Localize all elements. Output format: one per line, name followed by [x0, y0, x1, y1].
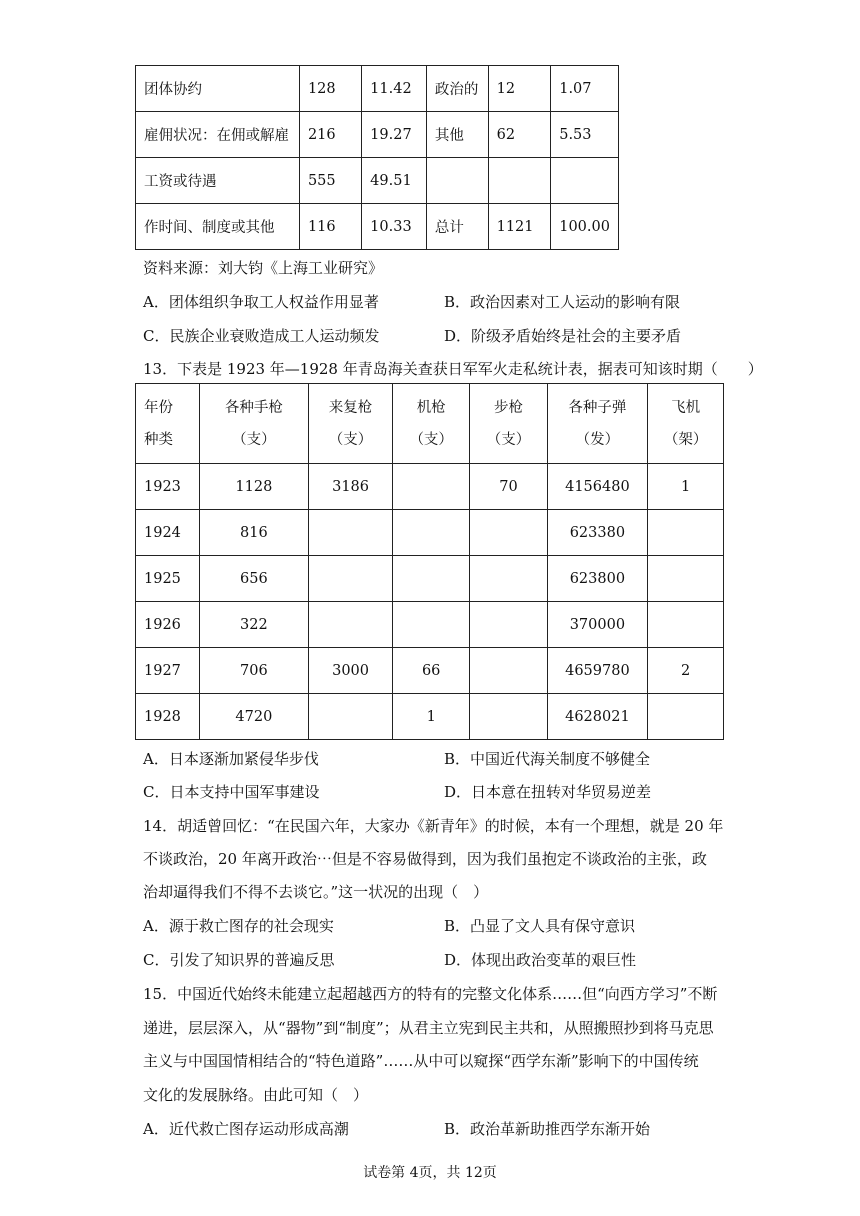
header-line: 机枪（支）: [409, 399, 453, 448]
table-cell: 116: [299, 204, 361, 250]
table-cell: 11.42: [362, 66, 427, 112]
table-cell: [309, 556, 393, 602]
q13-option-c[interactable]: C．日本支持中国军事建设: [143, 783, 320, 801]
table-cell: 70: [470, 464, 547, 510]
table-row: [136, 648, 724, 694]
q14-option-b[interactable]: B．凸显了文人具有保守意识: [444, 917, 636, 935]
table-row: [136, 66, 619, 112]
table-cell: [309, 510, 393, 556]
header-cell: [648, 384, 724, 464]
header-line: （支）: [328, 431, 373, 448]
q14-line: 治却逼得我们不得不去谈它。”这一状况的出现（ ）: [143, 883, 489, 901]
q14-line: 不谈政治，20 年离开政治⋯但是不容易做得到，因为我们虽抱定不谈政治的主张，政: [143, 850, 707, 868]
header-line: 各种手枪: [224, 399, 283, 416]
q15-option-b[interactable]: B．政治革新助推西学东渐开始: [444, 1120, 651, 1138]
q14-option-d[interactable]: D．体现出政治变革的艰巨性: [444, 951, 637, 969]
table-cell: 816: [199, 510, 308, 556]
q14-option-a[interactable]: A．源于救亡图存的社会现实: [143, 917, 334, 935]
table-cell: 656: [199, 556, 308, 602]
table-row: [136, 694, 724, 740]
table-cell: [648, 602, 724, 648]
header-line: 来复枪: [328, 399, 373, 416]
table-cell: 1128: [199, 464, 308, 510]
table-cell: [488, 158, 551, 204]
q13-stem: 13．下表是 1923 年—1928 年青岛海关查获日军军火走私统计表，据表可知该时期（ ）: [143, 360, 763, 378]
table-cell: [393, 556, 470, 602]
q12-option-b[interactable]: B．政治因素对工人运动的影响有限: [444, 293, 681, 311]
table-cell: 623800: [547, 556, 648, 602]
table-cell: 216: [299, 112, 361, 158]
header-line: 年份: [144, 399, 173, 416]
header-line: 步枪（支）: [486, 399, 531, 448]
table-cell: 其他: [426, 112, 488, 158]
table-cell: 10.33: [362, 204, 427, 250]
table-row: [136, 510, 724, 556]
table-cell: 66: [393, 648, 470, 694]
table-cell: 62: [488, 112, 551, 158]
table-cell: 1: [648, 464, 724, 510]
table-cell: [309, 602, 393, 648]
header-line: 种类: [144, 431, 173, 448]
smuggling-table: [135, 383, 724, 740]
table-cell: 128: [299, 66, 361, 112]
table-cell: 1925: [136, 556, 200, 602]
table-cell: 5.53: [551, 112, 619, 158]
table-cell: 623380: [547, 510, 648, 556]
table-cell: [648, 556, 724, 602]
q12-option-a[interactable]: A．团体组织争取工人权益作用显著: [143, 293, 379, 311]
table-row: [136, 464, 724, 510]
header-cell: [136, 384, 200, 464]
header-cell: [309, 384, 393, 464]
q15-line: 主义与中国国情相结合的“特色道路”……从中可以窥探“西学东渐”影响下的中国传统: [143, 1052, 699, 1070]
table-cell: 3186: [309, 464, 393, 510]
q15-option-a[interactable]: A．近代救亡图存运动形成高潮: [143, 1120, 349, 1138]
table-cell: [551, 158, 619, 204]
header-line: 各种子弹: [568, 399, 627, 416]
header-line: （发）: [575, 431, 620, 448]
table-row: [136, 158, 619, 204]
q12-option-d[interactable]: D．阶级矛盾始终是社会的主要矛盾: [444, 327, 682, 345]
source-note: 资料来源：刘大钧《上海工业研究》: [143, 259, 384, 277]
table-row: [136, 602, 724, 648]
header-cell: [470, 384, 547, 464]
table-cell: [470, 694, 547, 740]
table-row: [136, 112, 619, 158]
table-cell: [470, 556, 547, 602]
table-cell: 4156480: [547, 464, 648, 510]
table-cell: 总计: [426, 204, 488, 250]
table-cell: 49.51: [362, 158, 427, 204]
q15-line: 递进，层层深入，从“器物”到“制度”；从君主立宪到民主共和，从照搬照抄到将马克思: [143, 1019, 714, 1037]
table-cell: [393, 602, 470, 648]
page-footer: 试卷第 4页，共 12页: [363, 1165, 497, 1181]
table-cell: [393, 464, 470, 510]
table-cell: 团体协约: [136, 66, 300, 112]
q15-line: 15．中国近代始终未能建立起超越西方的特有的完整文化体系……但“向西方学习”不断: [143, 985, 718, 1003]
table-cell: 3000: [309, 648, 393, 694]
table-cell: 12: [488, 66, 551, 112]
table-cell: 工资或待遇: [136, 158, 300, 204]
table-cell: 4659780: [547, 648, 648, 694]
table-cell: 1926: [136, 602, 200, 648]
table-cell: 1.07: [551, 66, 619, 112]
q13-option-a[interactable]: A．日本逐渐加紧侵华步伐: [143, 750, 319, 768]
table-cell: [470, 602, 547, 648]
table-cell: 1121: [488, 204, 551, 250]
q15-line: 文化的发展脉络。由此可知（ ）: [143, 1086, 369, 1104]
table-header-row: [136, 384, 724, 464]
table-cell: 370000: [547, 602, 648, 648]
table-row: [136, 556, 724, 602]
table-cell: 1927: [136, 648, 200, 694]
q12-option-c[interactable]: C．民族企业衰败造成工人运动频发: [143, 327, 380, 345]
table-row: [136, 204, 619, 250]
table-cell: 2: [648, 648, 724, 694]
q14-line: 14．胡适曾回忆：“在民国六年，大家办《新青年》的时候，本有一个理想，就是 20 年: [143, 817, 724, 835]
table-cell: 19.27: [362, 112, 427, 158]
header-line: （支）: [232, 431, 276, 448]
q13-option-d[interactable]: D．日本意在扭转对华贸易逆差: [444, 783, 652, 801]
table-cell: 4720: [199, 694, 308, 740]
table-cell: 1923: [136, 464, 200, 510]
table-cell: 555: [299, 158, 361, 204]
table-cell: 322: [199, 602, 308, 648]
table-cell: 706: [199, 648, 308, 694]
header-cell: [199, 384, 308, 464]
table-cell: [648, 694, 724, 740]
header-cell: [393, 384, 470, 464]
table-cell: [309, 694, 393, 740]
table-cell: 作时间、制度或其他: [136, 204, 300, 250]
table-cell: [648, 510, 724, 556]
table-cell: 1: [393, 694, 470, 740]
header-line: 飞机（架）: [663, 399, 708, 448]
table-cell: 1924: [136, 510, 200, 556]
table-cell: [470, 648, 547, 694]
header-cell: [547, 384, 648, 464]
table-cell: [470, 510, 547, 556]
strike-causes-table: [135, 65, 619, 250]
table-cell: [393, 510, 470, 556]
table-cell: 雇佣状况：在佣或解雇: [136, 112, 300, 158]
table-cell: 4628021: [547, 694, 648, 740]
table-cell: 政治的: [426, 66, 488, 112]
table-cell: 100.00: [551, 204, 619, 250]
table-cell: 1928: [136, 694, 200, 740]
q13-option-b[interactable]: B．中国近代海关制度不够健全: [444, 750, 651, 768]
q14-option-c[interactable]: C．引发了知识界的普遍反思: [143, 951, 335, 969]
table-cell: [426, 158, 488, 204]
